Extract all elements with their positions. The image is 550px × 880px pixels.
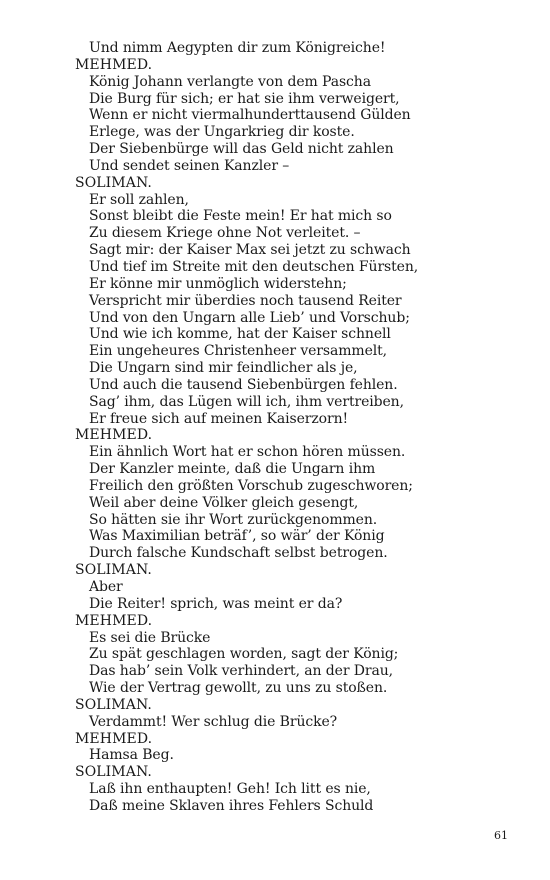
verse-line: Die Ungarn sind mir feindlicher als je, [89,360,358,377]
speaker-name: SOLIMAN. [75,696,152,713]
verse-line: Ein ähnlich Wort hat er schon hören müssen. [89,444,406,461]
verse-line: Er könne mir unmöglich widerstehn; [89,275,347,292]
speaker-name: SOLIMAN. [75,562,152,579]
speaker-name: SOLIMAN. [75,764,152,781]
verse-line: Laß ihn enthaupten! Geh! Ich litt es nie, [89,781,371,798]
verse-line: Und tief im Streite mit den deutschen Fürsten, [89,258,419,275]
verse-line: Und sendet seinen Kanzler – [89,157,290,174]
verse-line: Sonst bleibt die Feste mein! Er hat mich so [89,208,392,225]
verse-line: Der Siebenbürge will das Geld nicht zahlen [89,141,394,158]
verse-line: Und nimm Aegypten dir zum Königreiche! [89,40,386,56]
verse-line: Weil aber deine Völker gleich gesengt, [89,494,359,511]
verse-line: So hätten sie ihr Wort zurückgenommen. [89,511,378,528]
speaker-name: MEHMED. [75,730,153,747]
verse-line: Daß meine Sklaven ihres Fehlers Schuld [89,797,374,814]
verse-line: Und auch die tausend Siebenbürgen fehlen. [89,376,398,393]
verse-line: Erlege, was der Ungarkrieg dir koste. [89,124,355,141]
verse-line: Sag’ ihm, das Lügen will ich, ihm vertreiben, [89,393,404,410]
verse-line: Die Reiter! sprich, was meint er da? [89,595,343,612]
verse-line: Hamsa Beg. [89,747,174,764]
verse-line: König Johann verlangte von dem Pascha [89,73,371,90]
verse-line: Die Burg für sich; er hat sie ihm verweigert, [89,90,400,107]
verse-line: Verdammt! Wer schlug die Brücke? [89,713,338,730]
verse-line: Es sei die Brücke [89,629,211,646]
verse-line: Der Kanzler meinte, daß die Ungarn ihm [89,461,376,478]
verse-line: Und von den Ungarn alle Lieb’ und Vorschub; [89,309,410,326]
verse-line: Er soll zahlen, [89,191,189,208]
verse-line: Das hab’ sein Volk verhindert, an der Drau, [89,663,394,680]
verse-line: Aber [89,579,123,595]
verse-line: Er freue sich auf meinen Kaiserzorn! [89,410,349,427]
verse-line: Und wie ich komme, hat der Kaiser schnell [89,326,391,343]
verse-line: Zu diesem Kriege ohne Not verleitet. – [89,225,361,242]
verse-line: Verspricht mir überdies noch tausend Reiter [89,292,402,309]
speaker-name: MEHMED. [75,56,153,73]
verse-line: Wenn er nicht viermalhunderttausend Gülden [89,107,411,124]
speaker-name: MEHMED. [75,427,153,444]
speaker-name: MEHMED. [75,612,153,629]
verse-line: Sagt mir: der Kaiser Max sei jetzt zu schwach [89,242,411,259]
verse-line: Zu spät geschlagen worden, sagt der König; [89,646,399,663]
verse-line: Wie der Vertrag gewollt, zu uns zu stoßen. [89,680,388,697]
verse-line: Ein ungeheures Christenheer versammelt, [89,343,388,360]
drama-text [75,40,520,815]
speaker-name: SOLIMAN. [75,174,152,191]
verse-line: Durch falsche Kundschaft selbst betrogen. [89,545,388,562]
verse-line: Freilich den größten Vorschub zugeschworen; [89,477,413,494]
verse-line: Was Maximilian beträf’, so wär’ der König [89,528,385,545]
page-number: 61 [494,829,508,842]
